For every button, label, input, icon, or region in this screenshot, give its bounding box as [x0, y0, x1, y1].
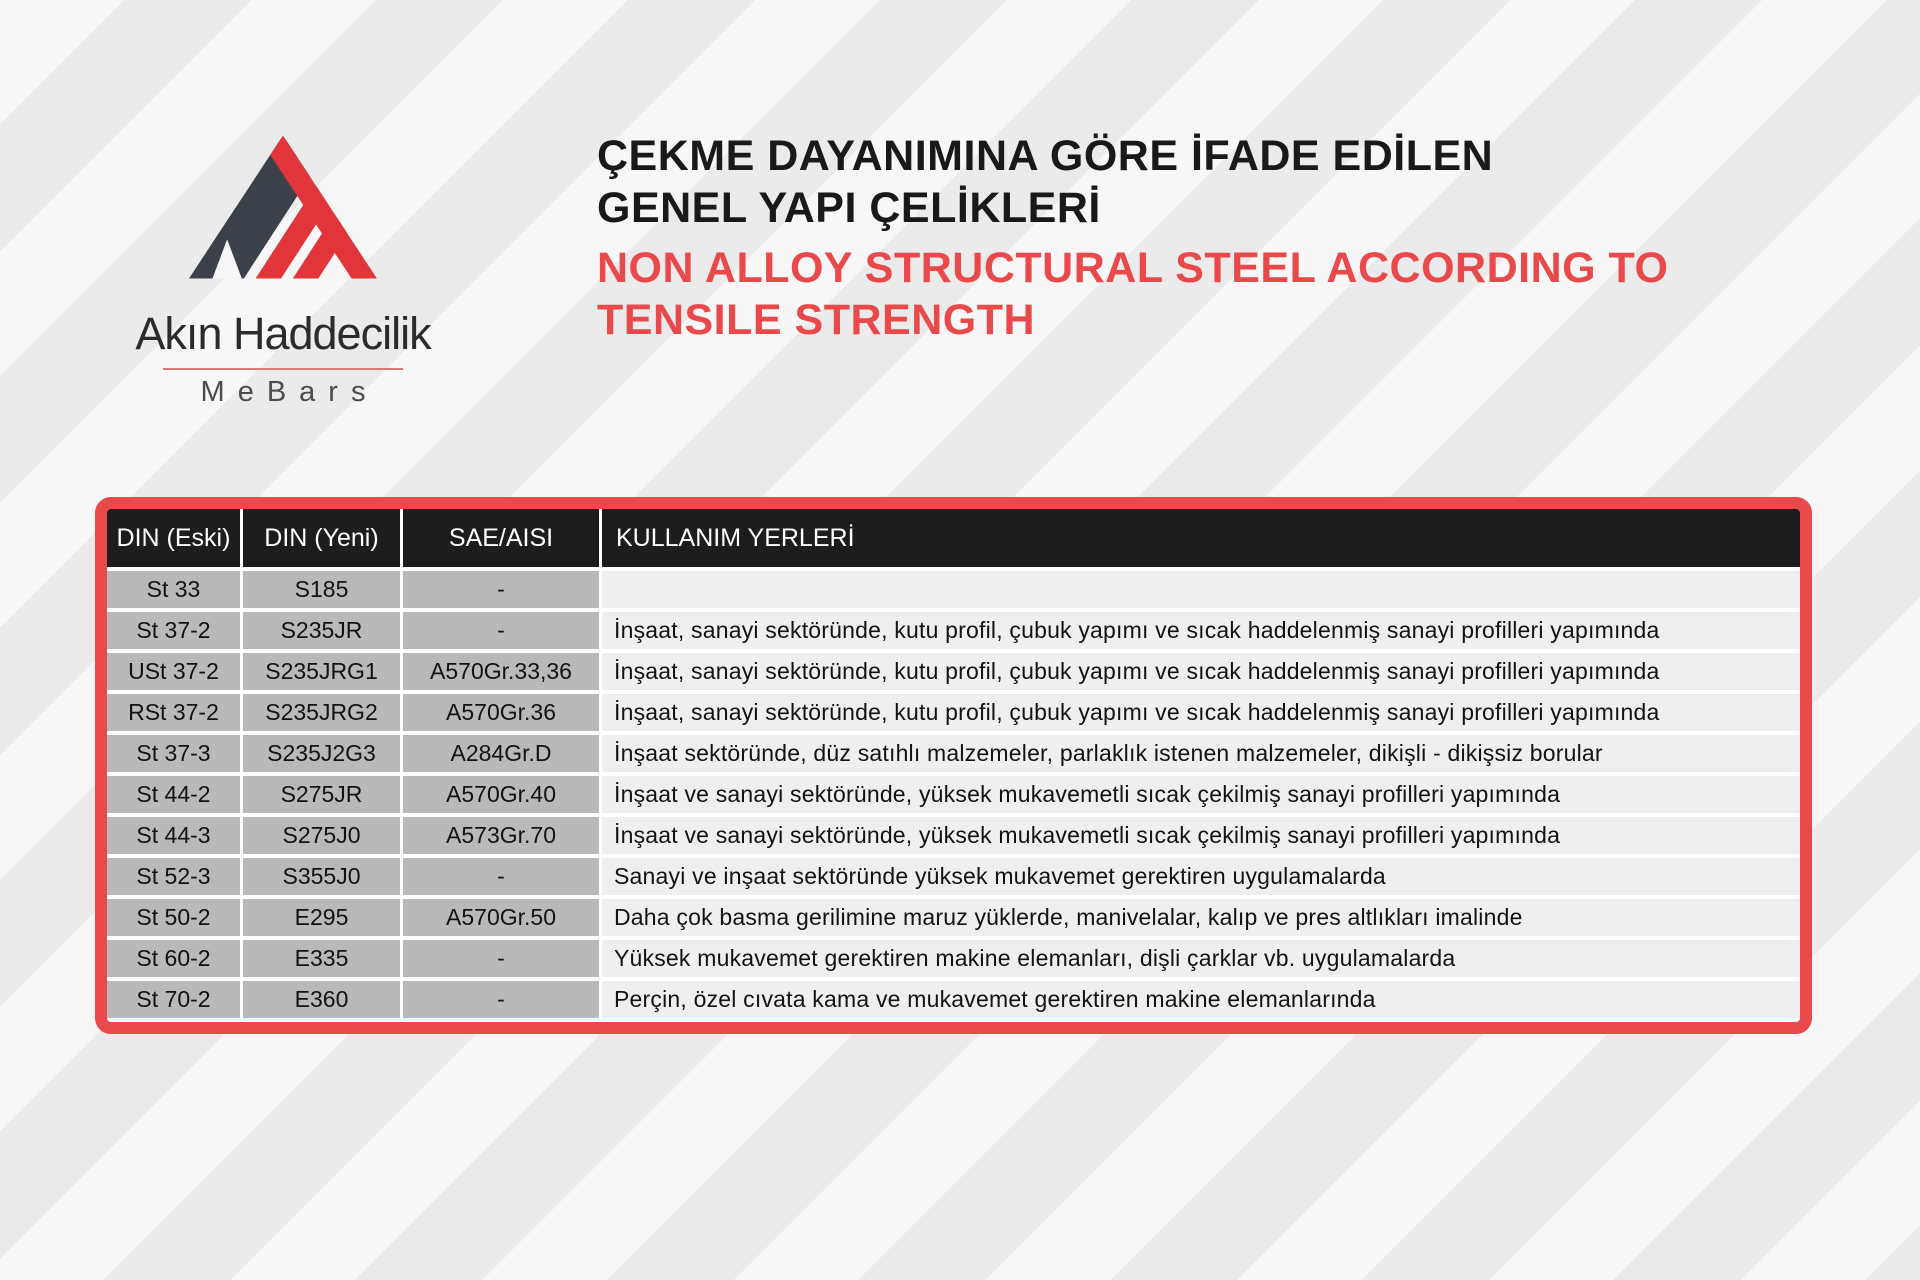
- cell-din-eski: St 44-2: [107, 776, 240, 813]
- title-en-line1: NON ALLOY STRUCTURAL STEEL ACCORDING TO: [597, 244, 1669, 292]
- cell-sae-aisi: A573Gr.70: [403, 817, 599, 854]
- cell-din-yeni: S185: [243, 571, 400, 608]
- cell-din-yeni: S355J0: [243, 858, 400, 895]
- company-name: Akın Haddecilik: [135, 308, 431, 359]
- cell-din-eski: St 52-3: [107, 858, 240, 895]
- cell-sae-aisi: -: [403, 571, 599, 608]
- cell-sae-aisi: A570Gr.40: [403, 776, 599, 813]
- brand-name: MeBars: [200, 376, 379, 408]
- cell-kullanim: Yüksek mukavemet gerektiren makine elemanları, dişli çarklar vb. uygulamalarda: [602, 940, 1800, 977]
- cell-din-eski: St 50-2: [107, 899, 240, 936]
- cell-din-yeni: S235JRG1: [243, 653, 400, 690]
- table-row: [107, 817, 1800, 854]
- cell-kullanim: Perçin, özel cıvata kama ve mukavemet gerektiren makine elemanlarında: [602, 981, 1800, 1018]
- cell-din-yeni: S275J0: [243, 817, 400, 854]
- table-row: [107, 694, 1800, 731]
- cell-din-eski: St 60-2: [107, 940, 240, 977]
- cell-din-eski: St 33: [107, 571, 240, 608]
- cell-din-eski: St 37-2: [107, 612, 240, 649]
- cell-din-yeni: S235JRG2: [243, 694, 400, 731]
- table-row: [107, 940, 1800, 977]
- cell-din-yeni: S235J2G3: [243, 735, 400, 772]
- cell-kullanim: Daha çok basma gerilimine maruz yüklerde, manivelalar, kalıp ve pres altlıkları imalinde: [602, 899, 1800, 936]
- col-header-din-yeni: DIN (Yeni): [243, 509, 400, 567]
- title-tr-line1: ÇEKME DAYANIMINA GÖRE İFADE EDİLEN: [597, 132, 1494, 180]
- cell-sae-aisi: A284Gr.D: [403, 735, 599, 772]
- cell-din-eski: USt 37-2: [107, 653, 240, 690]
- steel-grades-table: [95, 497, 1812, 1034]
- table-row: [107, 858, 1800, 895]
- cell-din-yeni: E295: [243, 899, 400, 936]
- logo-block: [110, 118, 456, 409]
- table-row: [107, 612, 1800, 649]
- col-header-sae-aisi: SAE/AISI: [403, 509, 599, 567]
- cell-sae-aisi: A570Gr.33,36: [403, 653, 599, 690]
- cell-kullanim: İnşaat, sanayi sektöründe, kutu profil, çubuk yapımı ve sıcak haddelenmiş sanayi profilleri yapımında: [602, 694, 1800, 731]
- table-body: [107, 571, 1800, 1022]
- table-header-row: [107, 509, 1800, 567]
- cell-sae-aisi: -: [403, 858, 599, 895]
- cell-kullanim: İnşaat, sanayi sektöründe, kutu profil, çubuk yapımı ve sıcak haddelenmiş sanayi profilleri yapımında: [602, 653, 1800, 690]
- table-row: [107, 571, 1800, 608]
- cell-din-yeni: E360: [243, 981, 400, 1018]
- cell-din-yeni: S235JR: [243, 612, 400, 649]
- cell-kullanim: İnşaat, sanayi sektöründe, kutu profil, çubuk yapımı ve sıcak haddelenmiş sanayi profilleri yapımında: [602, 612, 1800, 649]
- cell-kullanim: İnşaat sektöründe, düz satıhlı malzemeler, parlaklık istenen malzemeler, dikişli - dikişsiz borular: [602, 735, 1800, 772]
- col-header-kullanim-yerleri: KULLANIM YERLERİ: [602, 509, 1800, 567]
- cell-din-eski: St 44-3: [107, 817, 240, 854]
- cell-sae-aisi: -: [403, 981, 599, 1018]
- cell-kullanim: [602, 571, 1800, 608]
- table-row: [107, 653, 1800, 690]
- table-row: [107, 899, 1800, 936]
- title-tr-line2: GENEL YAPI ÇELİKLERİ: [597, 184, 1101, 232]
- cell-sae-aisi: -: [403, 612, 599, 649]
- cell-sae-aisi: -: [403, 940, 599, 977]
- table-row: [107, 776, 1800, 813]
- title-en-line2: TENSILE STRENGTH: [597, 296, 1036, 344]
- cell-kullanim: Sanayi ve inşaat sektöründe yüksek mukavemet gerektiren uygulamalarda: [602, 858, 1800, 895]
- table-row: [107, 735, 1800, 772]
- cell-din-eski: St 37-3: [107, 735, 240, 772]
- cell-sae-aisi: A570Gr.36: [403, 694, 599, 731]
- cell-din-eski: St 70-2: [107, 981, 240, 1018]
- cell-din-yeni: S275JR: [243, 776, 400, 813]
- cell-kullanim: İnşaat ve sanayi sektöründe, yüksek mukavemetli sıcak çekilmiş sanayi profilleri yapımında: [602, 776, 1800, 813]
- cell-din-eski: RSt 37-2: [107, 694, 240, 731]
- cell-kullanim: İnşaat ve sanayi sektöründe, yüksek mukavemetli sıcak çekilmiş sanayi profilleri yapımında: [602, 817, 1800, 854]
- col-header-din-eski: DIN (Eski): [107, 509, 240, 567]
- table-row: [107, 981, 1800, 1018]
- page-title: [597, 130, 1747, 346]
- company-logo-icon: [185, 118, 381, 298]
- brand-divider: [163, 368, 403, 370]
- cell-sae-aisi: A570Gr.50: [403, 899, 599, 936]
- cell-din-yeni: E335: [243, 940, 400, 977]
